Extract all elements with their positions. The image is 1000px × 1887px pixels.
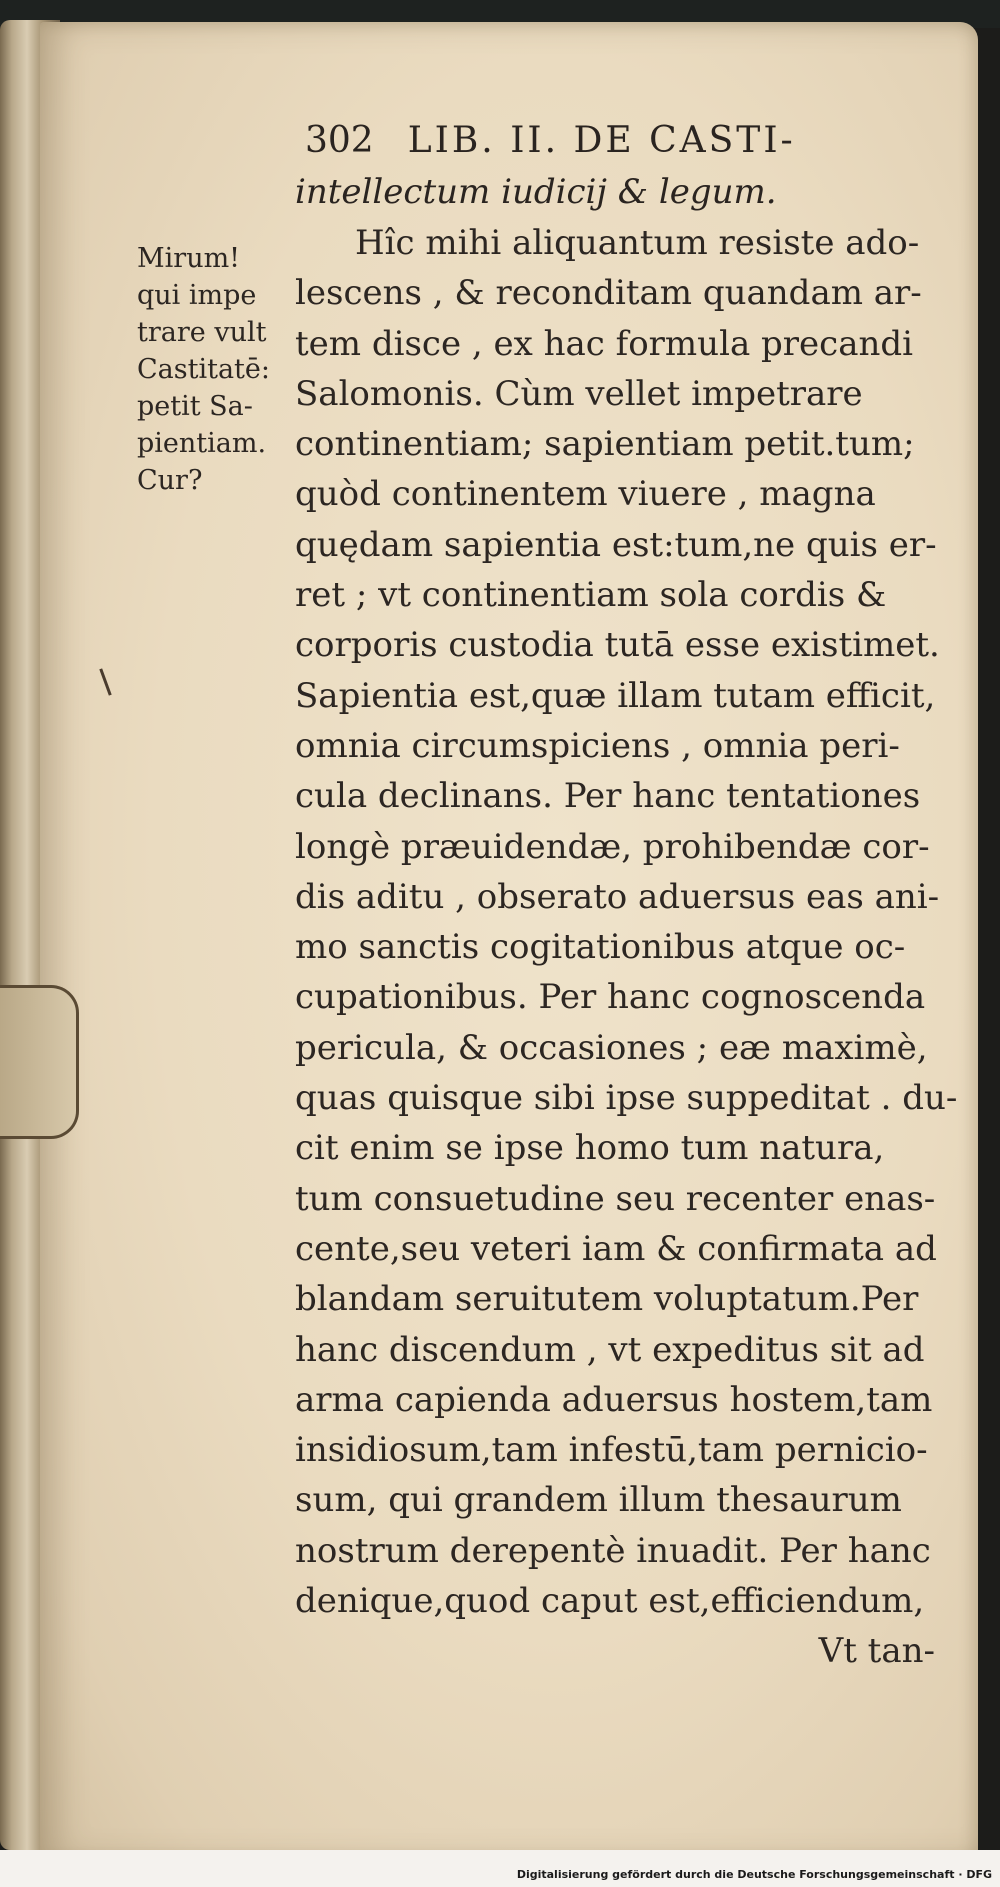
text-line: Sapientia est,quæ illam tutam efficit,: [295, 675, 936, 716]
text-line: quędam sapientia est:tum,ne quis er-: [295, 524, 937, 565]
margin-line: Mirum!: [137, 243, 241, 274]
text-line: Hîc mihi aliquantum resiste ado-: [355, 223, 920, 263]
text-line: pericula, & occasiones ; eæ maximè,: [295, 1027, 928, 1068]
margin-line: petit Sa-: [137, 391, 253, 422]
text-line: cit enim se ipse homo tum natura,: [295, 1128, 885, 1169]
italic-continuation: intellectum iudicij & legum.: [295, 172, 777, 212]
book-clasp: [0, 985, 79, 1139]
text-line: ret ; vt continentiam sola cordis &: [295, 575, 887, 616]
text-line: Salomonis. Cùm vellet impetrare: [295, 373, 863, 414]
text-line: sum, qui grandem illum thesaurum: [295, 1480, 902, 1521]
catchword: Vt tan-: [818, 1631, 935, 1672]
text-line: cente,seu veteri iam & confirmata ad: [295, 1228, 937, 1269]
body-text: [295, 218, 958, 1677]
text-line: continentiam; sapientiam petit.tum;: [295, 424, 915, 465]
text-line: quòd continentem viuere , magna: [295, 474, 876, 515]
text-line: mo sanctis cogitationibus atque oc-: [295, 927, 906, 968]
margin-line: trare vult: [137, 317, 267, 348]
text-line: dis aditu , obserato aduersus eas ani-: [295, 876, 940, 917]
running-title: LIB. II. DE CASTI-: [407, 120, 796, 161]
margin-line: qui impe: [137, 280, 257, 311]
text-line: cupationibus. Per hanc cognoscenda: [295, 977, 926, 1018]
text-line: nostrum derepentè inuadit. Per hanc: [295, 1530, 931, 1571]
margin-line: pientiam.: [137, 428, 267, 459]
margin-line: Castitatē:: [137, 354, 270, 385]
page-number: 302: [305, 120, 374, 161]
text-line: longè præuidendæ, prohibendæ cor-: [295, 826, 930, 867]
text-line: hanc discendum , vt expeditus sit ad: [295, 1329, 925, 1370]
text-line: lescens , & reconditam quandam ar-: [295, 273, 922, 314]
running-header: [305, 120, 796, 161]
text-line: tum consuetudine seu recenter enas-: [295, 1178, 936, 1219]
margin-line: Cur?: [137, 465, 203, 496]
digitization-credit: Digitalisierung gefördert durch die Deutsche Forschungsgemeinschaft · DFG: [516, 1868, 992, 1881]
text-line: cula declinans. Per hanc tentationes: [295, 776, 921, 817]
text-line: quas quisque sibi ipse suppeditat . du-: [295, 1078, 958, 1119]
text-line: corporis custodia tutā esse existimet.: [295, 625, 940, 666]
text-line: tem disce , ex hac formula precandi: [295, 323, 914, 364]
text-line: denique,quod caput est,efficiendum,: [295, 1581, 925, 1622]
text-line: omnia circumspiciens , omnia peri-: [295, 725, 900, 766]
text-line: insidiosum,tam infestū,tam pernicio-: [295, 1430, 928, 1471]
text-line: arma capienda aduersus hostem,tam: [295, 1379, 933, 1420]
text-line: blandam seruitutem voluptatum.Per: [295, 1279, 919, 1320]
marginal-note: [137, 240, 270, 499]
